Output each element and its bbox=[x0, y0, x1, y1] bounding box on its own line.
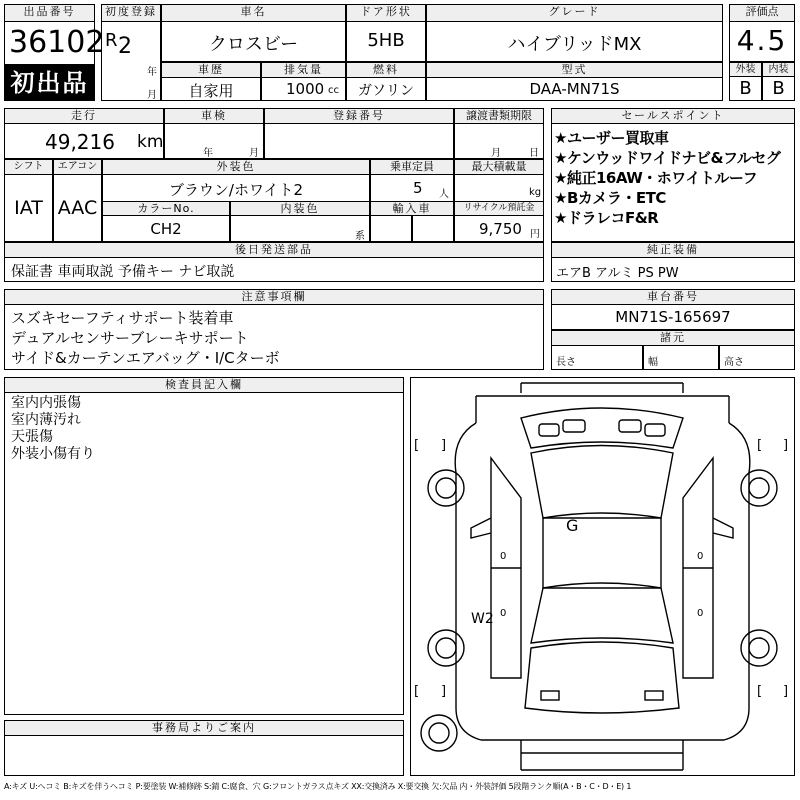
inspector-note: 外装小傷有り bbox=[11, 446, 95, 462]
exterior-grade-label: 外装 bbox=[729, 62, 762, 77]
mileage-unit: km bbox=[137, 132, 164, 152]
note-line: スズキセーフティサポート装着車 bbox=[11, 309, 234, 327]
car-name-box bbox=[161, 21, 346, 62]
bracket-close: ] bbox=[441, 438, 447, 453]
sales-points-box bbox=[551, 123, 795, 242]
max-load-label: 最大積載量 bbox=[454, 159, 544, 175]
car-damage-diagram bbox=[410, 377, 795, 776]
genuine-equipment-box bbox=[551, 257, 795, 282]
aircon: AAC bbox=[57, 197, 98, 219]
color-number-label: カラーNo. bbox=[102, 201, 230, 216]
door-zero-mark: 0 bbox=[500, 608, 507, 619]
grade-label: グレード bbox=[426, 4, 723, 22]
bracket-open: [ bbox=[414, 438, 420, 453]
import-label: 輸入車 bbox=[370, 201, 454, 216]
chassis-number: MN71S-165697 bbox=[615, 308, 731, 326]
era-letter: R bbox=[105, 30, 118, 51]
displacement-unit: cc bbox=[328, 85, 339, 96]
exterior-grade: B bbox=[739, 78, 752, 99]
inspector-note: 天張傷 bbox=[11, 429, 53, 445]
color-number: CH2 bbox=[150, 220, 182, 238]
exterior-color-box bbox=[102, 174, 370, 202]
max-load-unit: kg bbox=[529, 187, 542, 198]
sales-point-item: ★ユーザー買取車 bbox=[554, 129, 669, 147]
note-line: サイド&カーテンエアバッグ・I/Cターボ bbox=[11, 349, 280, 367]
aircon-label: エアコン bbox=[53, 159, 102, 175]
interior-grade-box bbox=[762, 76, 795, 101]
fuel-box bbox=[346, 77, 426, 101]
transfer-day-unit: 日 bbox=[529, 148, 539, 159]
first-registration-box bbox=[101, 21, 161, 101]
max-load-box bbox=[454, 174, 544, 202]
height-box bbox=[719, 345, 795, 370]
inspection-month-unit: 月 bbox=[249, 148, 259, 159]
later-parts-box bbox=[4, 257, 544, 282]
recycle-deposit-box bbox=[454, 215, 544, 242]
shift-box bbox=[4, 174, 53, 242]
history-box bbox=[161, 77, 261, 101]
exterior-color-label: 外装色 bbox=[102, 159, 370, 175]
notes-box bbox=[4, 304, 544, 370]
length-label: 長さ bbox=[556, 357, 576, 368]
transfer-month-unit: 月 bbox=[491, 148, 501, 159]
displacement-box bbox=[261, 77, 346, 101]
bracket-open: [ bbox=[757, 684, 763, 699]
score-label: 評価点 bbox=[729, 4, 795, 22]
sales-point-item: ★純正16AW・ホワイトルーフ bbox=[554, 169, 758, 187]
interior-grade-label: 内装 bbox=[762, 62, 795, 77]
chassis-number-label: 車台番号 bbox=[551, 289, 795, 305]
sales-point-item: ★ドラレコF&R bbox=[554, 209, 659, 227]
inspector-note: 室内薄汚れ bbox=[11, 412, 81, 428]
lot-number: 36102 bbox=[9, 25, 105, 60]
car-outline-diagram bbox=[411, 378, 794, 775]
fuel: ガソリン bbox=[358, 83, 414, 99]
recycle-deposit-unit: 円 bbox=[530, 229, 540, 240]
sales-point-item: ★ケンウッドワイドナビ&フルセグ bbox=[554, 149, 781, 167]
door-type-label: ドア形状 bbox=[346, 4, 426, 22]
history: 自家用 bbox=[188, 82, 234, 100]
bracket-close: ] bbox=[441, 684, 447, 699]
bracket-open: [ bbox=[414, 684, 420, 699]
length-box bbox=[551, 345, 643, 370]
door-type-box bbox=[346, 21, 426, 62]
recycle-deposit: 9,750 bbox=[479, 220, 522, 238]
specs-label: 諸元 bbox=[551, 330, 795, 346]
genuine-equipment-label: 純正装備 bbox=[551, 242, 795, 258]
damage-mark-g: G bbox=[566, 516, 579, 535]
car-name-label: 車名 bbox=[161, 4, 346, 22]
bracket-close: ] bbox=[783, 684, 789, 699]
score-box bbox=[729, 21, 795, 62]
chassis-number-box bbox=[551, 304, 795, 330]
inspection-year-unit: 年 bbox=[203, 148, 213, 159]
recycle-deposit-label: リサイクル預託金 bbox=[454, 201, 544, 216]
inspector-notes-box bbox=[4, 392, 404, 715]
note-line: デュアルセンサーブレーキサポート bbox=[11, 329, 249, 347]
door-zero-mark: 0 bbox=[697, 551, 704, 562]
damage-legend: A:キズ U:ヘコミ B:キズを伴うヘコミ P:要塗装 W:補修跡 S:錆 C:腐食、穴 G:フロントガラス点キズ XX:交換済み X:要交換 欠:欠品 内・外装評価 5段階ランク順(A・B・C・D・E) 1 bbox=[4, 782, 632, 791]
capacity-label: 乗車定員 bbox=[370, 159, 454, 175]
registration-number-box bbox=[264, 123, 454, 159]
exterior-grade-box bbox=[729, 76, 762, 101]
capacity-box bbox=[370, 174, 454, 202]
width-box bbox=[643, 345, 719, 370]
interior-color-unit: 系 bbox=[355, 231, 365, 242]
mileage: 49,216 bbox=[45, 130, 115, 154]
exterior-color: ブラウン/ホワイト2 bbox=[168, 181, 304, 199]
displacement-label: 排気量 bbox=[261, 62, 346, 78]
door-type: 5HB bbox=[367, 30, 405, 51]
inspection-label: 車検 bbox=[164, 108, 264, 124]
office-notice-box bbox=[4, 735, 404, 776]
first-listing-badge: 初出品 bbox=[4, 65, 95, 101]
capacity: 5 bbox=[413, 179, 423, 197]
height-label: 高さ bbox=[724, 357, 744, 368]
fuel-label: 燃料 bbox=[346, 62, 426, 78]
width-label: 幅 bbox=[648, 357, 658, 368]
inspector-notes-label: 検査員記入欄 bbox=[4, 377, 404, 393]
later-parts-label: 後日発送部品 bbox=[4, 242, 544, 258]
later-parts: 保証書 車両取説 予備キー ナビ取説 bbox=[11, 264, 235, 280]
car-name: クロスビー bbox=[208, 34, 299, 55]
door-zero-mark: 0 bbox=[697, 608, 704, 619]
notes-label: 注意事項欄 bbox=[4, 289, 544, 305]
grade: ハイブリッドMX bbox=[507, 34, 642, 55]
shift-label: シフト bbox=[4, 159, 53, 175]
color-number-box bbox=[102, 215, 230, 242]
bracket-open: [ bbox=[757, 438, 763, 453]
mileage-box bbox=[4, 123, 164, 159]
sales-points-label: セールスポイント bbox=[551, 108, 795, 124]
model-code-label: 型式 bbox=[426, 62, 723, 78]
transfer-deadline-box bbox=[454, 123, 544, 159]
damage-mark-w2: W2 bbox=[471, 611, 494, 627]
mileage-label: 走行 bbox=[4, 108, 164, 124]
import-box-left bbox=[370, 215, 412, 242]
transfer-deadline-label: 譲渡書類期限 bbox=[454, 108, 544, 124]
year-unit: 年 bbox=[147, 67, 157, 78]
model-code-box bbox=[426, 77, 723, 101]
shift: IAT bbox=[14, 197, 43, 219]
first-registration-year: 2 bbox=[118, 34, 132, 59]
displacement: 1000 bbox=[286, 80, 325, 98]
capacity-unit: 人 bbox=[439, 189, 449, 200]
aircon-box bbox=[53, 174, 102, 242]
history-label: 車歴 bbox=[161, 62, 261, 78]
lot-number-box bbox=[4, 21, 105, 65]
inspector-note: 室内内張傷 bbox=[11, 395, 81, 411]
sales-point-item: ★Bカメラ・ETC bbox=[554, 189, 666, 207]
door-zero-mark: 0 bbox=[500, 551, 507, 562]
interior-color-box bbox=[230, 215, 370, 242]
inspection-box bbox=[164, 123, 264, 159]
first-registration-label: 初度登録 bbox=[101, 4, 161, 22]
office-notice-label: 事務局よりご案内 bbox=[4, 720, 404, 736]
grade-box bbox=[426, 21, 723, 62]
score: 4.5 bbox=[736, 24, 788, 57]
lot-number-label: 出品番号 bbox=[4, 4, 95, 22]
import-box-right bbox=[412, 215, 454, 242]
model-code: DAA-MN71S bbox=[529, 80, 620, 98]
bracket-close: ] bbox=[783, 438, 789, 453]
interior-color-label: 内装色 bbox=[230, 201, 370, 216]
registration-number-label: 登録番号 bbox=[264, 108, 454, 124]
interior-grade: B bbox=[772, 78, 785, 99]
month-unit: 月 bbox=[147, 90, 157, 101]
genuine-equipment: エアB アルミ PS PW bbox=[556, 266, 679, 281]
